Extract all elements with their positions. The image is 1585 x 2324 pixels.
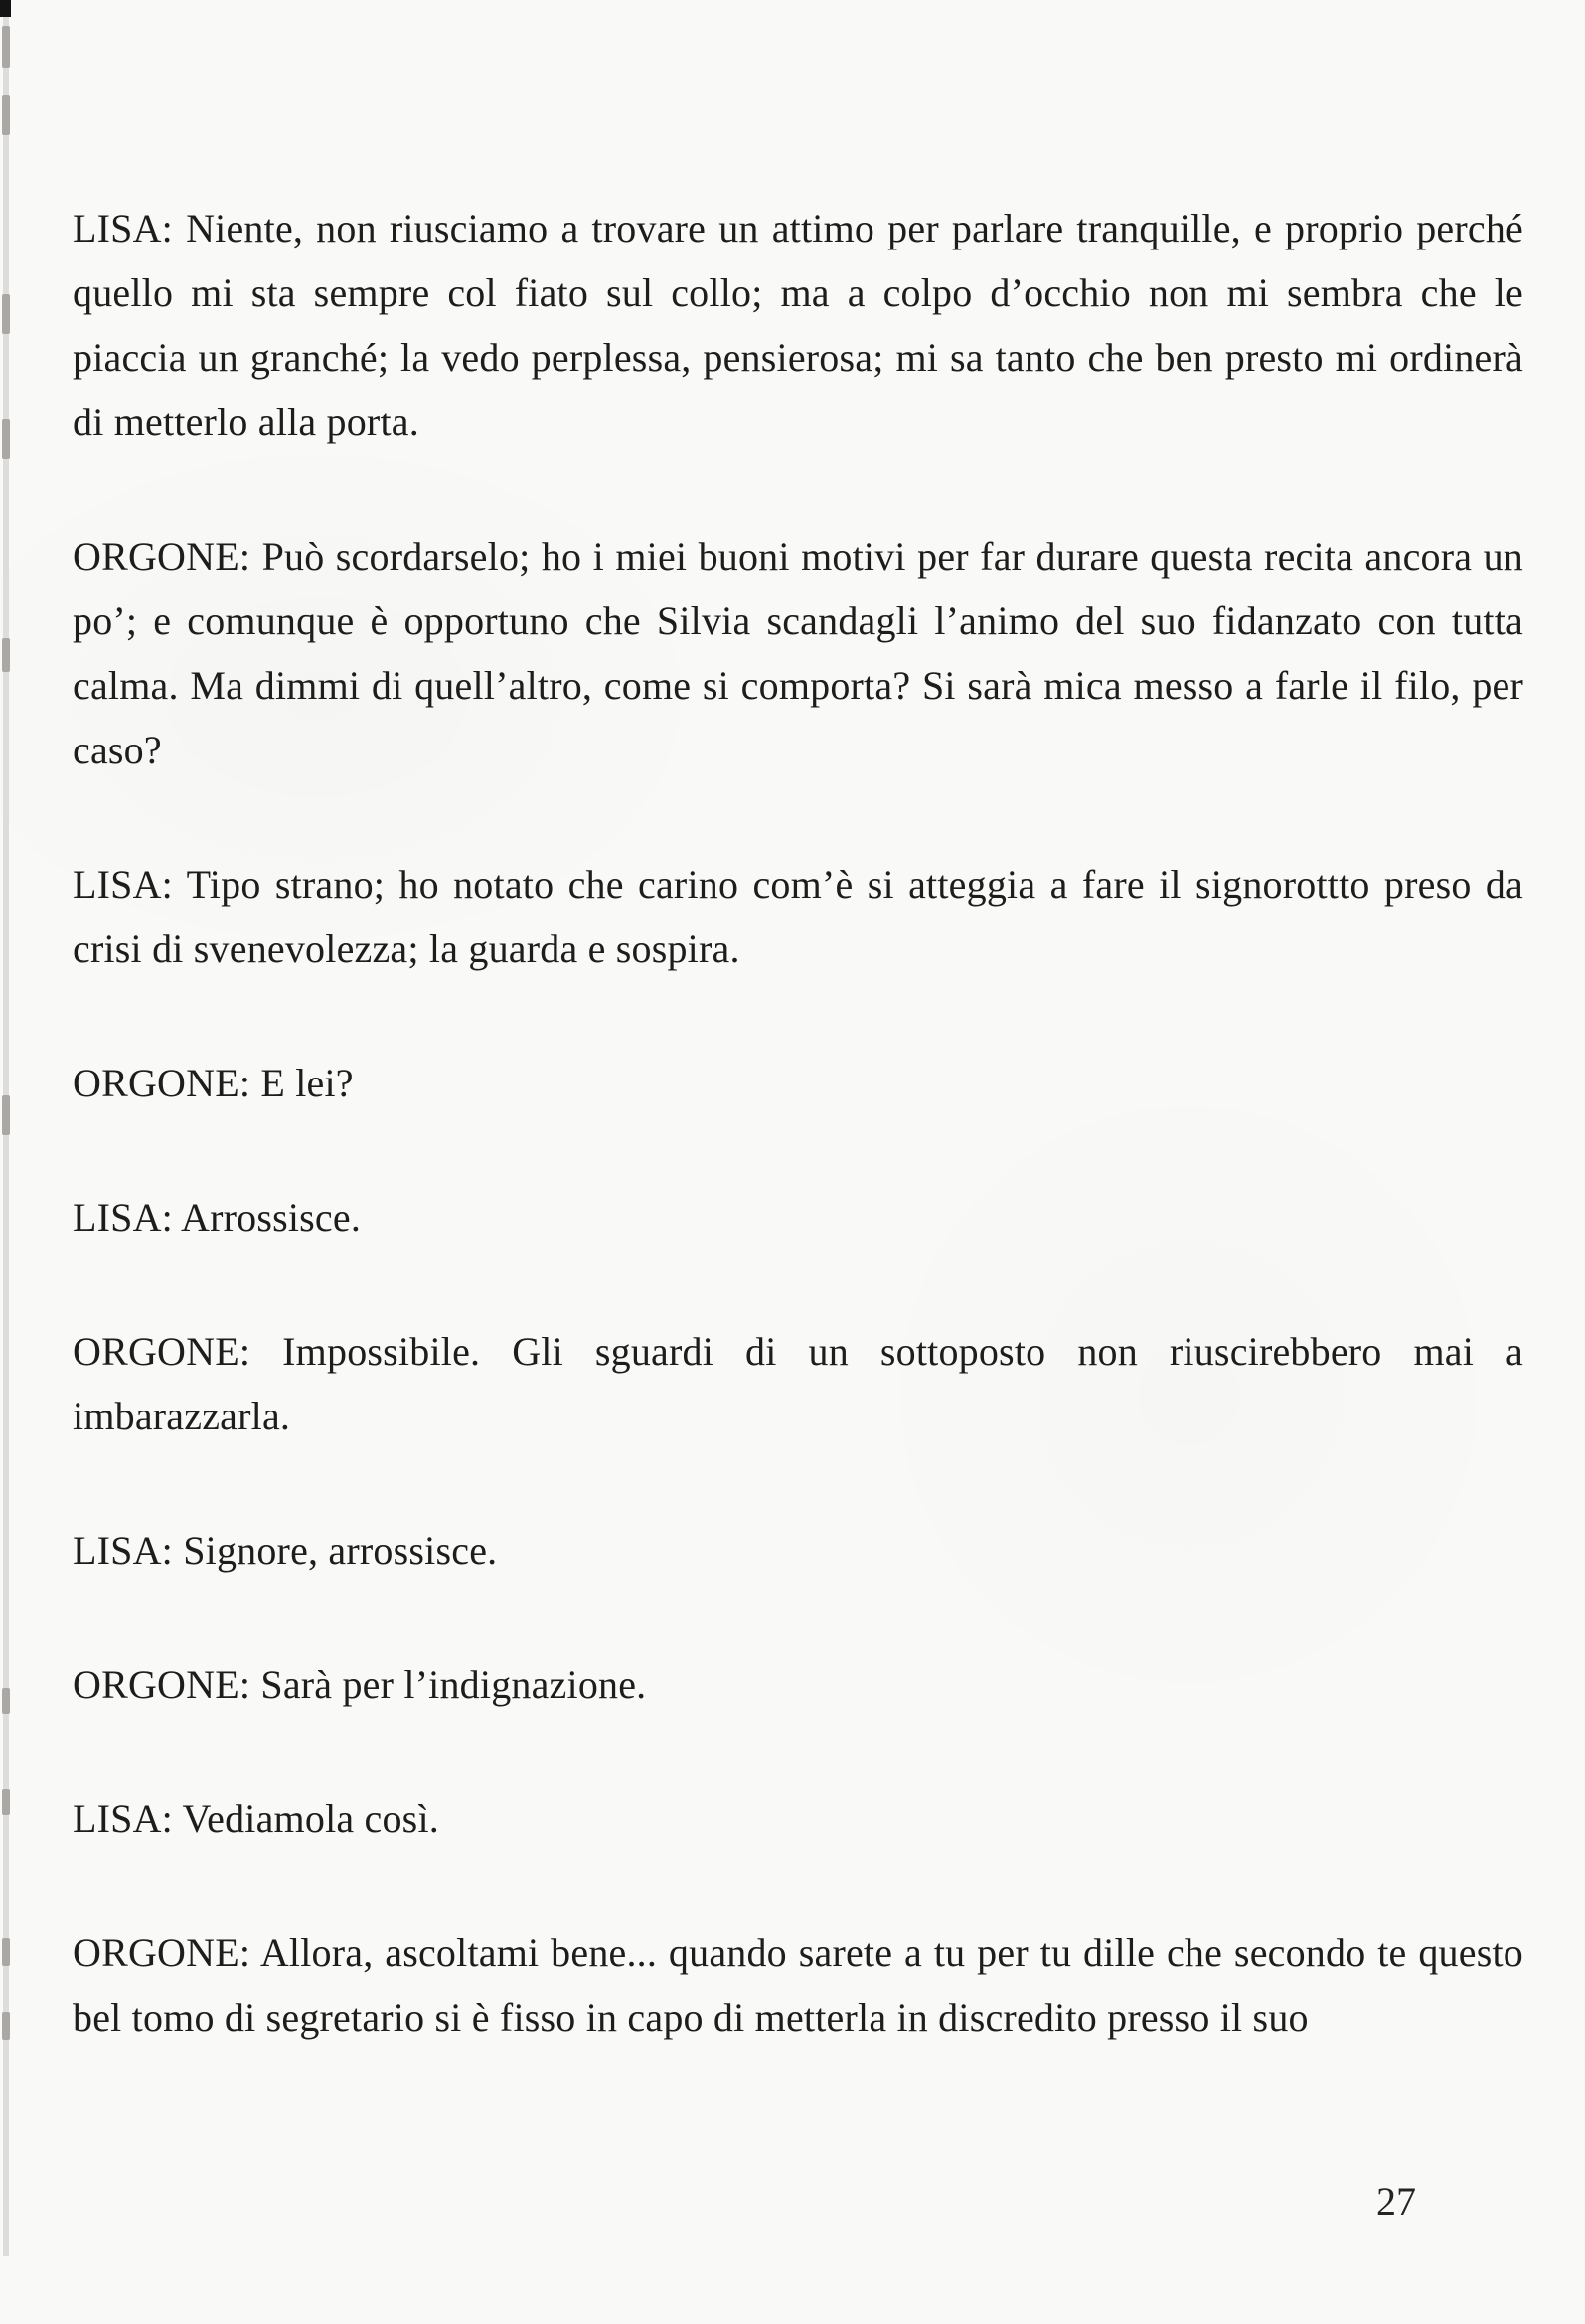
speaker-name: LISA: bbox=[73, 206, 173, 250]
scan-mark bbox=[2, 1789, 10, 1815]
dialogue-paragraph: ORGONE: Impossibile. Gli sguardi di un sottoposto non riuscirebbero mai a imbarazzarla. bbox=[73, 1329, 1523, 1438]
speaker-name: LISA: bbox=[73, 862, 173, 907]
speaker-name: ORGONE: bbox=[73, 1662, 251, 1707]
scan-mark bbox=[2, 2012, 10, 2040]
speaker-name: LISA: bbox=[73, 1528, 173, 1573]
dialogue-paragraph: LISA: Vediamola così. bbox=[73, 1796, 439, 1841]
speaker-name: LISA: bbox=[73, 1796, 173, 1841]
dialogue-list bbox=[73, 196, 1523, 2050]
scan-mark bbox=[2, 95, 10, 135]
scan-mark bbox=[2, 419, 10, 459]
scan-mark bbox=[2, 638, 10, 672]
speaker-name: ORGONE: bbox=[73, 534, 251, 579]
speaker-name: ORGONE: bbox=[73, 1061, 251, 1105]
scan-mark bbox=[2, 1095, 10, 1135]
dialogue-paragraph: LISA: Tipo strano; ho notato che carino com’è si atteggia a fare il signorottto preso da crisi di svenevolezza; la guarda e sospira. bbox=[73, 862, 1523, 971]
scan-mark bbox=[2, 26, 10, 68]
dialogue-paragraph: ORGONE: Allora, ascoltami bene... quando sarete a tu per tu dille che secondo te questo bel tomo di segretario si è fisso in capo di metterla in discredito presso il suo bbox=[73, 1930, 1523, 2040]
scan-corner-mark bbox=[0, 0, 11, 17]
dialogue-paragraph: LISA: Arrossisce. bbox=[73, 1195, 362, 1240]
scan-mark bbox=[2, 1688, 10, 1714]
dialogue-paragraph: LISA: Niente, non riusciamo a trovare un attimo per parlare tranquille, e proprio perché quello mi sta sempre col fiato sul collo; ma a colpo d’occhio non mi sembra che le piaccia un granché; la vedo perplessa, pensierosa; mi sa tanto che ben presto mi ordinerà di metterlo alla porta. bbox=[73, 206, 1523, 444]
scan-edge-artifact bbox=[0, 0, 14, 2276]
dialogue-paragraph: ORGONE: Può scordarselo; ho i miei buoni motivi per far durare questa recita ancora un po’; e comunque è opportuno che Silvia scandagli l’animo del suo fidanzato con tutta calma. Ma dimmi di quell’altro, come si comporta? Si sarà mica messo a farle il filo, per caso? bbox=[73, 534, 1523, 772]
speaker-name: ORGONE: bbox=[73, 1329, 251, 1374]
scan-mark bbox=[2, 1938, 10, 1966]
page-number: 27 bbox=[1376, 2179, 1416, 2224]
dialogue-paragraph: LISA: Signore, arrossisce. bbox=[73, 1528, 498, 1573]
speaker-name: LISA: bbox=[73, 1195, 173, 1240]
dialogue-paragraph: ORGONE: E lei? bbox=[73, 1061, 354, 1105]
speaker-name: ORGONE: bbox=[73, 1930, 251, 1975]
scan-mark bbox=[2, 294, 10, 334]
dialogue-paragraph: ORGONE: Sarà per l’indignazione. bbox=[73, 1662, 647, 1707]
